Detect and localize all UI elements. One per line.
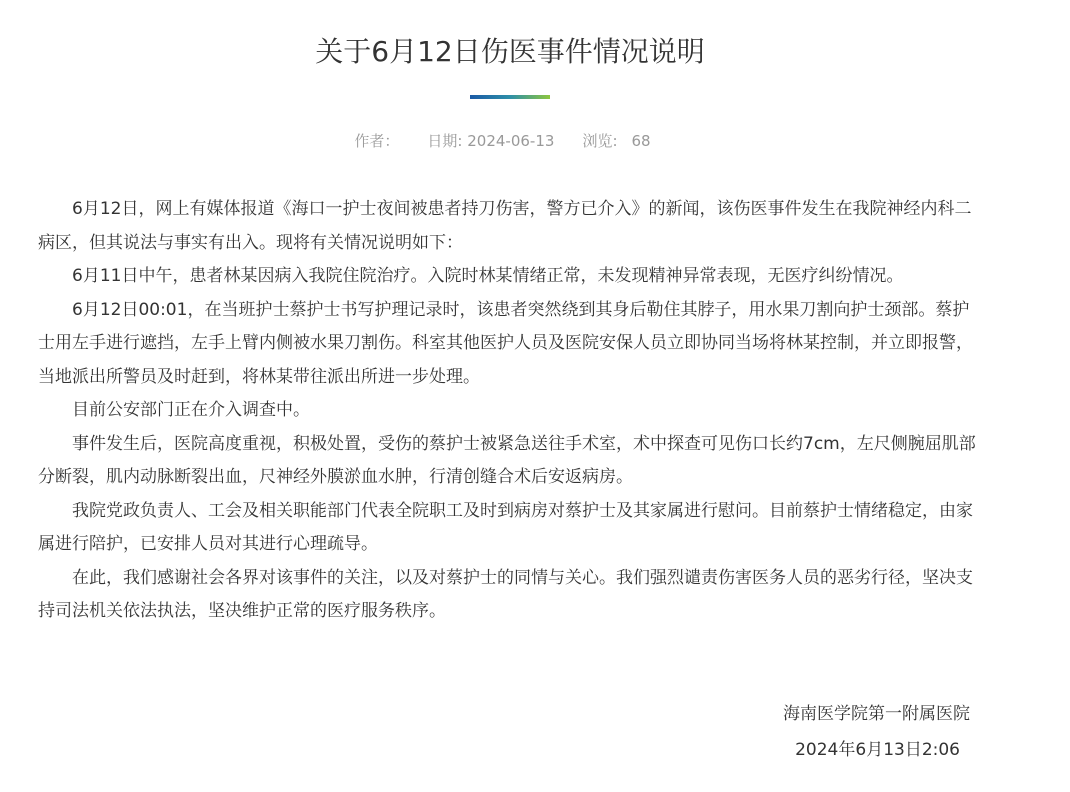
signature-organization: 海南医学院第一附属医院 (783, 704, 970, 724)
article-meta (0, 130, 1005, 152)
title-underline-decoration (470, 95, 550, 99)
author-label: 作者： (354, 132, 400, 150)
article-body (38, 193, 982, 629)
article-title: 关于6月12日伤医事件情况说明 (315, 35, 705, 68)
signature-datetime: 2024年6月13日2:06 (795, 740, 960, 760)
paragraph: 6月11日中午，患者林某因病入我院住院治疗。入院时林某情绪正常，未发现精神异常表现，无医疗纠纷情况。 (72, 266, 904, 286)
date-label: 日期: (427, 132, 463, 150)
paragraph: 我院党政负责人、工会及相关职能部门代表全院职工及时到病房对蔡护士及其家属进行慰问。目前蔡护士情绪稳定，由家属进行陪护，已安排人员对其进行心理疏导。 (38, 500, 973, 554)
paragraph: 6月12日，网上有媒体报道《海口一护士夜间被患者持刀伤害，警方已介入》的新闻，该伤医事件发生在我院神经内科二病区，但其说法与事实有出入。现将有关情况说明如下： (38, 199, 972, 253)
signature-block (783, 696, 970, 768)
paragraph: 6月12日00:01，在当班护士蔡护士书写护理记录时，该患者突然绕到其身后勒住其脖子，用水果刀割向护士颈部。蔡护士用左手进行遮挡，左手上臂内侧被水果刀割伤。科室其他医护人员及医院安保人员立即协同当场将林某控制，并立即报警，当地派出所警员及时赶到，将林某带往派出所进一步处理。 (38, 299, 973, 387)
paragraph: 在此，我们感谢社会各界对该事件的关注，以及对蔡护士的同情与关心。我们强烈谴责伤害医务人员的恶劣行径，坚决支持司法机关依法执法，坚决维护正常的医疗服务秩序。 (38, 567, 973, 621)
date-value: 2024-06-13 (467, 132, 555, 150)
paragraph: 目前公安部门正在介入调查中。 (72, 400, 310, 420)
views-label: 浏览: (582, 132, 618, 150)
views-count: 68 (631, 132, 651, 150)
paragraph: 事件发生后，医院高度重视，积极处置，受伤的蔡护士被紧急送往手术室，术中探查可见伤口长约7cm，左尺侧腕屈肌部分断裂，肌内动脉断裂出血，尺神经外膜淤血水肿，行清创缝合术后安返病房。 (38, 433, 976, 487)
